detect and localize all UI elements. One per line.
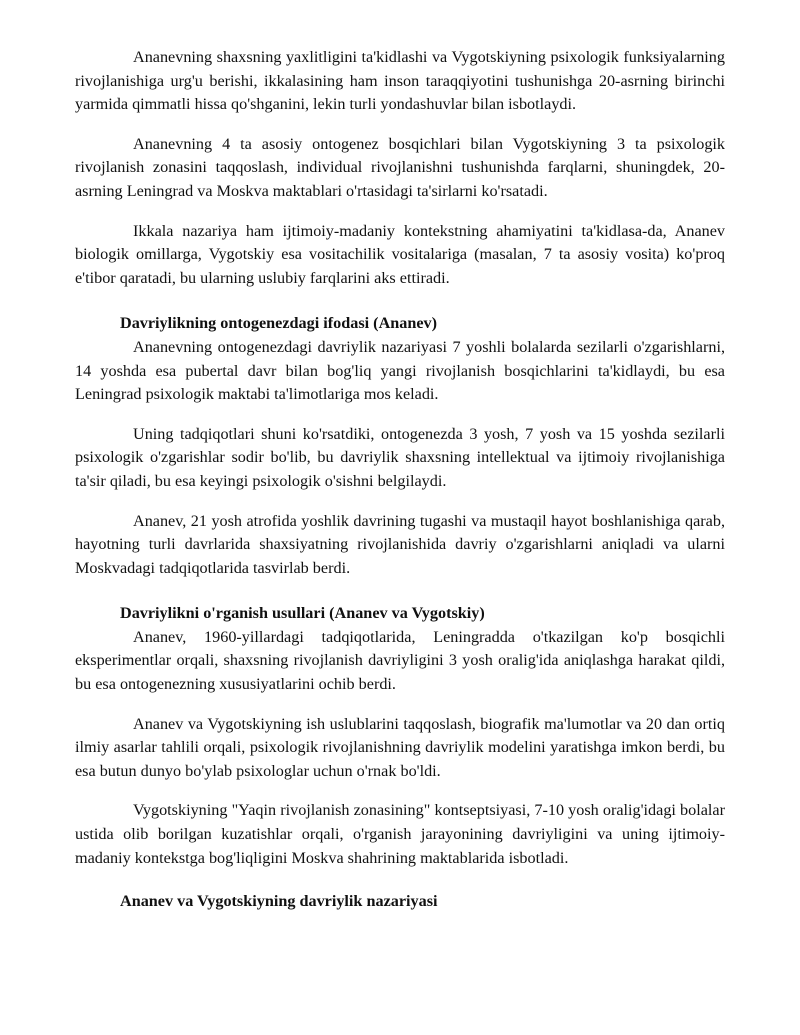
- paragraph-ontogenesis-stages: Ananevning 4 ta asosiy ontogenez bosqichlari bilan Vygotskiyning 3 ta psixologik rivojlanish zonasini taqqoslash, individual rivojlanishni tushunishda farqlarni, shuningdek, 20-asrning Leningrad va Moskva maktablari o'rtasidagi ta'sirlarni ko'rsatadi.: [75, 134, 725, 200]
- paragraph-ananev-1960s: Ananev, 1960-yillardagi tadqiqotlarida, Leningradda o'tkazilgan ko'p bosqichli eksperimentlar orqali, shaxsning rivojlanish davriyligini 3 yosh oralig'ida aniqlashga harakat qildi, bu esa ontogenezning xususiyatlarini ochib berdi.: [75, 627, 725, 694]
- paragraph-ananev-theory: Ananevning ontogenezdagi davriylik nazariyasi 7 yoshli bolalarda sezilarli o'zgarishlarni, 14 yoshda esa pubertal davr bilan bog'liq yangi rivojlanish bosqichlarini ta'kidlaydi, bu esa Leningrad psixologik maktabi ta'limotlariga mos keladi.: [75, 337, 725, 404]
- section-heading-ananev-periodicity: Davriylikning ontogenezdagi ifodasi (Ananev): [120, 314, 438, 333]
- section-heading-study-methods: Davriylikni o'rganish usullari (Ananev va Vygotskiy): [120, 604, 485, 623]
- paragraph-methods-comparison: Ananev va Vygotskiyning ish uslublarini taqqoslash, biografik ma'lumotlar va 20 dan ortiq ilmiy asarlar tahlili orqali, psixologik rivojlanishning davriylik modelini yaratishga imkon berdi, bu esa butun dunyo bo'ylab psixologlar uchun o'rnak bo'ldi.: [75, 714, 725, 780]
- document-page: [75, 46, 725, 914]
- paragraph-ananev-research: Uning tadqiqotlari shuni ko'rsatdiki, ontogenezda 3 yosh, 7 yosh va 15 yoshda sezilarli psixologik o'zgarishlar sodir bo'lib, bu davriylik shaxsning intellektual va ijtimoiy rivojlanishiga ta'sir qiladi, bu esa keyingi psixologik o'sishni belgilaydi.: [75, 424, 725, 490]
- paragraph-ananev-youth: Ananev, 21 yosh atrofida yoshlik davrining tugashi va mustaqil hayot boshlanishiga qarab, hayotning turli davrlarida shaxsiyatning rivojlanishida davriy o'zgarishlarni aniqladi va ularni Moskvadagi tadqiqotlarida tasvirlab berdi.: [75, 511, 725, 577]
- paragraph-sociocultural-context: Ikkala nazariya ham ijtimoiy-madaniy kontekstning ahamiyatini ta'kidlasa-da, Ananev biologik omillarga, Vygotskiy esa vositachilik vositalariga (masalan, 7 ta asosiy vosita) ko'proq e'tibor qaratadi, bu ularning uslubiy farqlarini aks ettiradi.: [75, 221, 725, 287]
- paragraph-intro-comparison: Ananevning shaxsning yaxlitligini ta'kidlashi va Vygotskiyning psixologik funksiyalarning rivojlanishiga urg'u berishi, ikkalasining ham inson taraqqiyotini tushunishga 20-asrning birinchi yarmida qimmatli hissa qo'shganini, lekin turli yondashuvlar bilan isbotlaydi.: [75, 48, 725, 114]
- section-heading-periodicity-theory: Ananev va Vygotskiyning davriylik nazariyasi: [120, 892, 438, 911]
- paragraph-vygotsky-zpd: Vygotskiyning "Yaqin rivojlanish zonasining" kontseptsiyasi, 7-10 yosh oralig'idagi bolalar ustida olib borilgan kuzatishlar orqali, o'rganish jarayonining davriyligini va uning ijtimoiy-madaniy kontekstga bog'liqligini Moskva shahrining maktablarida isbotladi.: [75, 801, 725, 867]
